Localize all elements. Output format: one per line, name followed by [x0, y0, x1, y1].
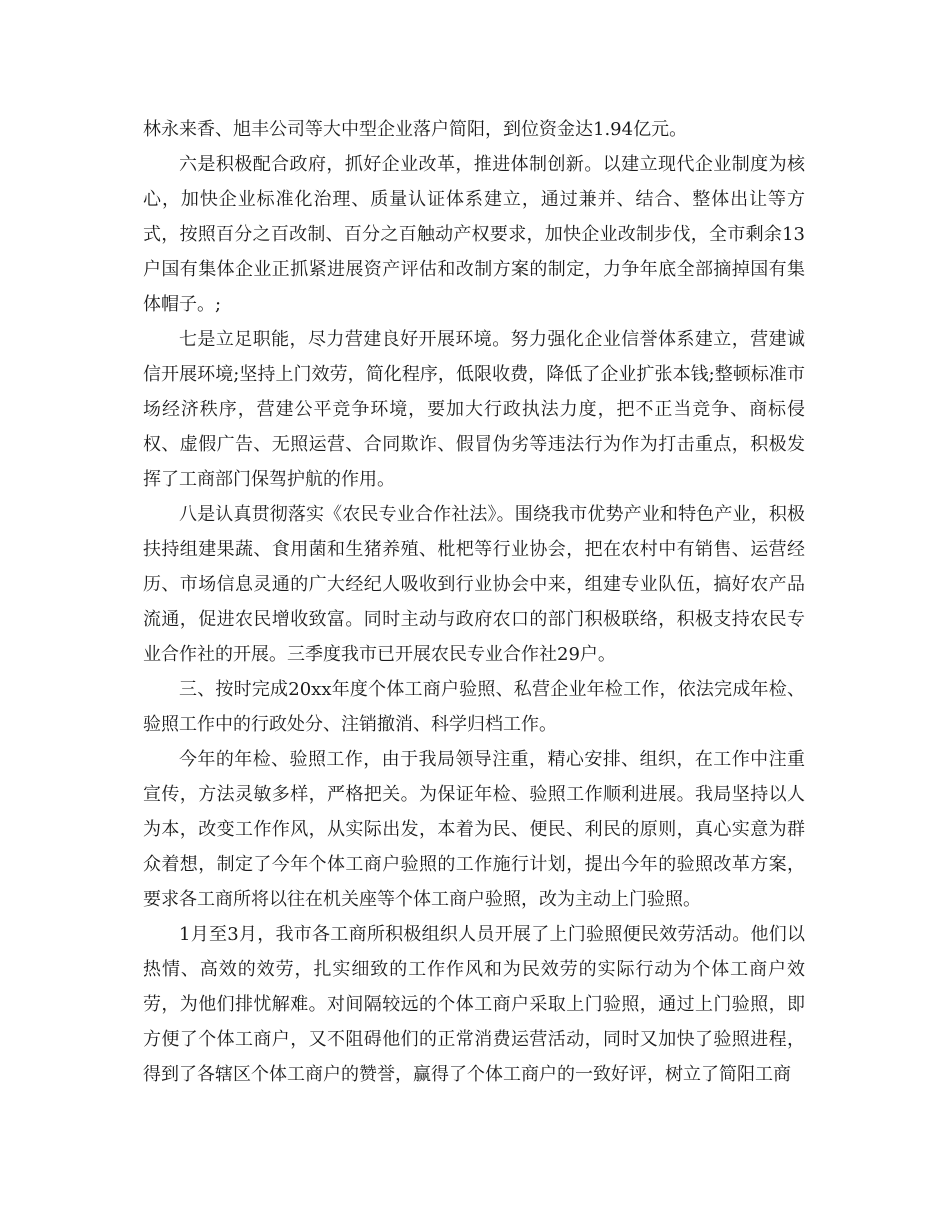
document-body: [143, 112, 805, 1092]
paragraph-six-enterprise-reform: 六是积极配合政府，抓好企业改革，推进体制创新。以建立现代企业制度为核心，加快企业标准化治理、质量认证体系建立，通过兼并、结合、整体出让等方式，按照百分之百改制、百分之百触动产权要求，加快企业改制步伐，全市剩余13户国有集体企业正抓紧进展资产评估和改制方案的制定，力争年底全部摘掉国有集体帽子。;: [143, 154, 805, 315]
paragraph-eight-cooperatives: 八是认真贯彻落实《农民专业合作社法》。围绕我市优势产业和特色产业，积极扶持组建果蔬、食用菌和生猪养殖、枇杷等行业协会，把在农村中有销售、运营经历、市场信息灵通的广大经纪人吸收到行业协会中来，组建专业队伍，搞好农产品流通，促进农民增收致富。同时主动与政府农口的部门积极联络，积极支持农民专业合作社的开展。三季度我市已开展农民专业合作社29户。: [143, 504, 805, 665]
paragraph-january-march: 1月至3月，我市各工商所积极组织人员开展了上门验照便民效劳活动。他们以热情、高效的效劳，扎实细致的工作作风和为民效劳的实际行动为个体工商户效劳，为他们排忧解难。对间隔较远的个体工商户采取上门验照，通过上门验照，即方便了个体工商户，又不阻碍他们的正常消费运营活动，同时又加快了验照进程，得到了各辖区个体工商户的赞誉，赢得了个体工商户的一致好评，树立了简阳工商: [143, 924, 805, 1085]
paragraph-section-three-heading: 三、按时完成20xx年度个体工商户验照、私营企业年检工作，依法完成年检、验照工作中的行政处分、注销撤消、科学归档工作。: [143, 679, 805, 735]
paragraph-seven-environment: 七是立足职能，尽力营建良好开展环境。努力强化企业信誉体系建立，营建诚信开展环境;坚持上门效劳，简化程序，低限收费，降低了企业扩张本钱;整顿标准市场经济秩序，营建公平竞争环境，要加大行政执法力度，把不正当竞争、商标侵权、虚假广告、无照运营、合同欺诈、假冒伪劣等违法行为作为打击重点，积极发挥了工商部门保驾护航的作用。: [143, 329, 805, 490]
paragraph-continuation: 林永来香、旭丰公司等大中型企业落户简阳，到位资金达1.94亿元。: [143, 119, 688, 140]
paragraph-annual-inspection: 今年的年检、验照工作，由于我局领导注重，精心安排、组织，在工作中注重宣传，方法灵敏多样，严格把关。为保证年检、验照工作顺利进展。我局坚持以人为本，改变工作作风，从实际出发，本着为民、便民、利民的原则，真心实意为群众着想，制定了今年个体工商户验照的工作施行计划，提出今年的验照改革方案，要求各工商所将以往在机关座等个体工商户验照，改为主动上门验照。: [143, 749, 805, 910]
